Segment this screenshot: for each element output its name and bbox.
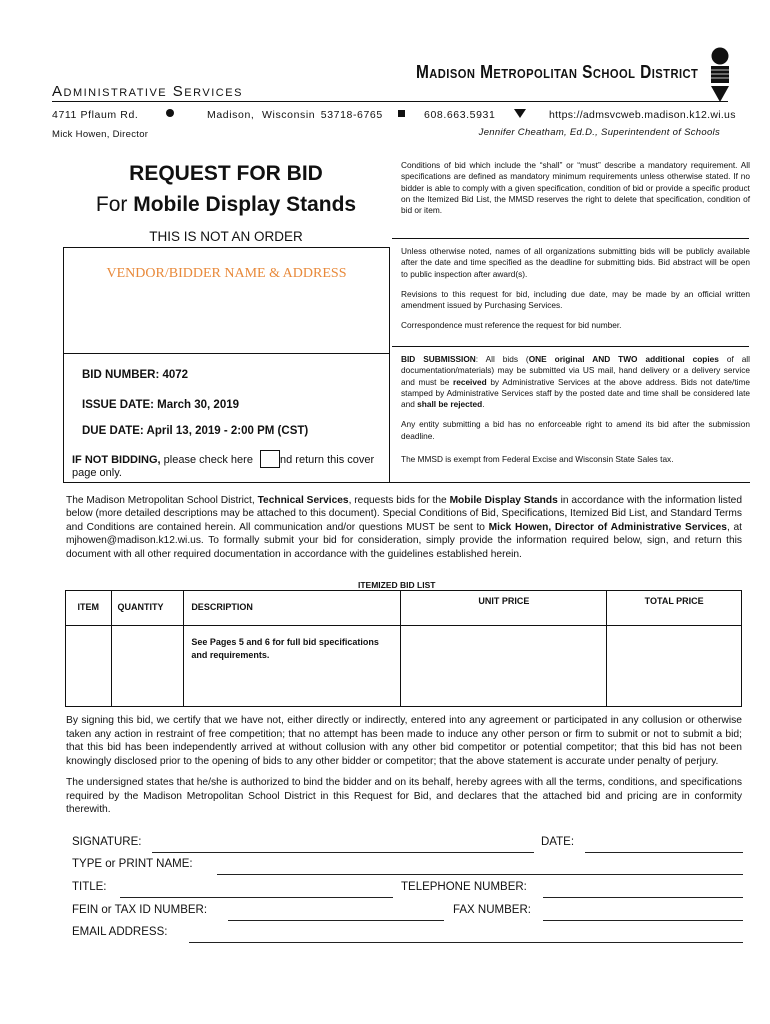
admin-services-title: Administrative Services	[52, 83, 243, 100]
certification-p2: The undersigned states that he/she is authorized to bind the bidder and on its behalf, hereby agrees with all the terms, conditions, and specifications required by the Madison Metropolitan School District in this Request for Bid, and declares that the attached bid and pricing are in conformity therewith.	[66, 777, 742, 816]
fein-label: FEIN or TAX ID NUMBER:	[72, 904, 208, 916]
intro-d: , at mjhowen@madison.k12.wi.us. To formally submit your bid for consideration, simply provide the information required below, sign, and return this document with all other required documentation in accordance with the guidelines established herein.	[66, 521, 742, 560]
phone-text: 608.663.5931	[424, 109, 496, 121]
intro-a: The Madison Metropolitan School District,	[66, 495, 258, 506]
telephone-label: TELEPHONE NUMBER:	[401, 881, 527, 893]
not-bidding-text-c: page only.	[72, 467, 122, 479]
header-total-price: TOTAL PRICE	[607, 591, 742, 626]
vendor-box[interactable]	[63, 247, 390, 354]
not-bidding-bold: IF NOT BIDDING,	[72, 454, 161, 466]
telephone-field[interactable]	[543, 897, 743, 898]
conditions-p5-b: of all documentation/materials) may be submitted via US mail, hand delivery or a delivery service and must be	[401, 354, 750, 387]
issue-date: ISSUE DATE: March 30, 2019	[82, 399, 240, 411]
certification-block	[66, 714, 742, 817]
intro-paragraph	[66, 494, 742, 561]
intro-b: , requests bids for the	[348, 495, 450, 506]
header-description: DESCRIPTION	[184, 591, 401, 626]
conditions-p5-a: : All bids (	[475, 354, 529, 364]
title-field[interactable]	[120, 897, 393, 898]
date-field[interactable]	[585, 852, 743, 853]
conditions-p5-d: .	[482, 399, 485, 410]
type-name-label: TYPE or PRINT NAME:	[72, 858, 193, 870]
conditions-p4: Correspondence must reference the request for bid number.	[401, 320, 622, 331]
district-logo	[709, 46, 731, 104]
date-label: DATE:	[541, 836, 575, 848]
conditions-divider-1	[392, 238, 749, 239]
address-text: 4711 Pflaum Rd.	[52, 109, 139, 121]
header-rule	[52, 101, 728, 102]
director-name: Mick Howen, Director	[52, 129, 149, 140]
page-subtitle	[64, 193, 388, 217]
subtitle-subject: Mobile Display Stands	[133, 193, 357, 216]
vendor-box-label: VENDOR/BIDDER NAME & ADDRESS	[106, 266, 347, 281]
certification-p1: By signing this bid, we certify that we have not, either directly or indirectly, entered into any agreement or participated in any collusion or otherwise taken any action in restraint of free competition; that no attempt has been made to induce any other person or firm to submit or not to submit a bid; that this bid has been independently arrived at without collusion with any other bid competitor or potential competitor; that this bid has not been knowingly disclosed prior to the opening of bids to any other bidder or competitor; that the above statement is accurate under penalty of perjury.	[66, 715, 742, 767]
cell-quantity[interactable]	[111, 626, 184, 707]
website-url[interactable]: https://admsvcweb.madison.k12.wi.us	[549, 109, 736, 121]
conditions-p3: Revisions to this request for bid, including due date, may be made by an official written amendment issued by Purchasing Services.	[401, 288, 750, 311]
title-label: TITLE:	[72, 881, 107, 893]
email-field[interactable]	[189, 942, 743, 943]
header-quantity: QUANTITY	[111, 591, 184, 626]
subtitle-for: For	[95, 193, 128, 216]
not-bidding-text-a: please check here	[160, 454, 256, 466]
bid-submission-label: BID SUBMISSION	[401, 354, 476, 364]
conditions-p5	[401, 354, 750, 410]
email-label: EMAIL ADDRESS:	[72, 926, 168, 938]
due-date: DUE DATE: April 13, 2019 - 2:00 PM (CST)	[82, 425, 309, 437]
conditions-bottom-rule	[63, 482, 750, 483]
table-row	[66, 626, 742, 707]
bullet-square-icon	[398, 110, 405, 117]
not-bidding-text-b: nd return this cover	[280, 454, 375, 466]
conditions-p6: Any entity submitting a bid has no enforceable right to amend its bid after the submission deadline.	[401, 419, 750, 441]
fax-field[interactable]	[543, 920, 743, 921]
type-name-field[interactable]	[217, 874, 743, 875]
bullet-dot-icon	[166, 109, 174, 117]
intro-item: Mobile Display Stands	[449, 495, 558, 506]
fax-label: FAX NUMBER:	[453, 904, 531, 916]
conditions-p7: The MMSD is exempt from Federal Excise and Wisconsin State Sales tax.	[401, 453, 674, 464]
city-text: Madison,	[207, 109, 255, 121]
conditions-divider-2	[392, 346, 749, 347]
intro-c: in accordance with the information listed below (more detailed descriptions may be attached to this document). Special Conditions of Bid, Specifications, Itemized Bid List, and Standard Terms and Conditions are contained herein. All communication and/or questions MUST be sent to	[66, 495, 743, 533]
cell-total-price[interactable]	[607, 626, 742, 707]
not-order-notice: THIS IS NOT AN ORDER	[149, 229, 303, 244]
not-bidding-text	[72, 454, 374, 466]
intro-department: Technical Services	[257, 495, 349, 506]
conditions-p2: Unless otherwise noted, names of all organizations submitting bids will be publicly available after the date and time specified as the deadline for submitting bids. Bid abstract will be open to public inspection after award(s).	[401, 246, 750, 279]
page-title: REQUEST FOR BID	[129, 162, 323, 185]
conditions-p5-bold2: received	[452, 376, 487, 387]
signature-field[interactable]	[152, 852, 534, 853]
cell-description: See Pages 5 and 6 for full bid specifications and requirements.	[184, 626, 401, 707]
conditions-p1: Conditions of bid which include the “shall” or “must” describe a mandatory requirement. All specifications are defined as mandatory minimum requirements unless otherwise stated. If no bidder is able to comply with a given specification, condition of bid or provide a specific product on the Itemized Bid List, the MMSD reserves the right to delete that specification, condition of bid or item.	[401, 160, 750, 216]
bid-number: BID NUMBER: 4072	[82, 369, 189, 381]
fein-field[interactable]	[228, 920, 444, 921]
table-caption: ITEMIZED BID LIST	[358, 580, 436, 590]
conditions-p5-bold1: ONE original AND TWO additional copies	[528, 354, 719, 364]
header-unit-price: UNIT PRICE	[401, 591, 607, 626]
conditions-column-2	[401, 246, 750, 339]
conditions-p5-c: by Administrative Services at the above address. Bids not date/time stamped by Administrative Services staff by the posted date and time shall be considered late and	[401, 376, 750, 410]
signature-label: SIGNATURE:	[72, 836, 142, 848]
not-bidding-checkbox[interactable]	[260, 450, 280, 468]
intro-contact: Mick Howen, Director of Administrative Services	[488, 521, 727, 533]
state-zip-text: Wisconsin 53718-6765	[262, 109, 383, 121]
conditions-column-3	[401, 354, 750, 472]
cell-unit-price[interactable]	[401, 626, 607, 707]
superintendent-name: Jennifer Cheatham, Ed.D., Superintendent of Schools	[478, 127, 720, 138]
district-name: Madison Metropolitan School District	[415, 62, 698, 82]
table-header-row	[66, 591, 742, 626]
conditions-column	[401, 160, 750, 223]
bullet-triangle-icon	[514, 109, 526, 118]
header-item: ITEM	[66, 591, 112, 626]
itemized-bid-table	[65, 590, 742, 707]
district-logo-icon	[709, 46, 731, 104]
cell-item[interactable]	[66, 626, 112, 707]
conditions-p5-bold3: shall be rejected	[417, 399, 483, 410]
